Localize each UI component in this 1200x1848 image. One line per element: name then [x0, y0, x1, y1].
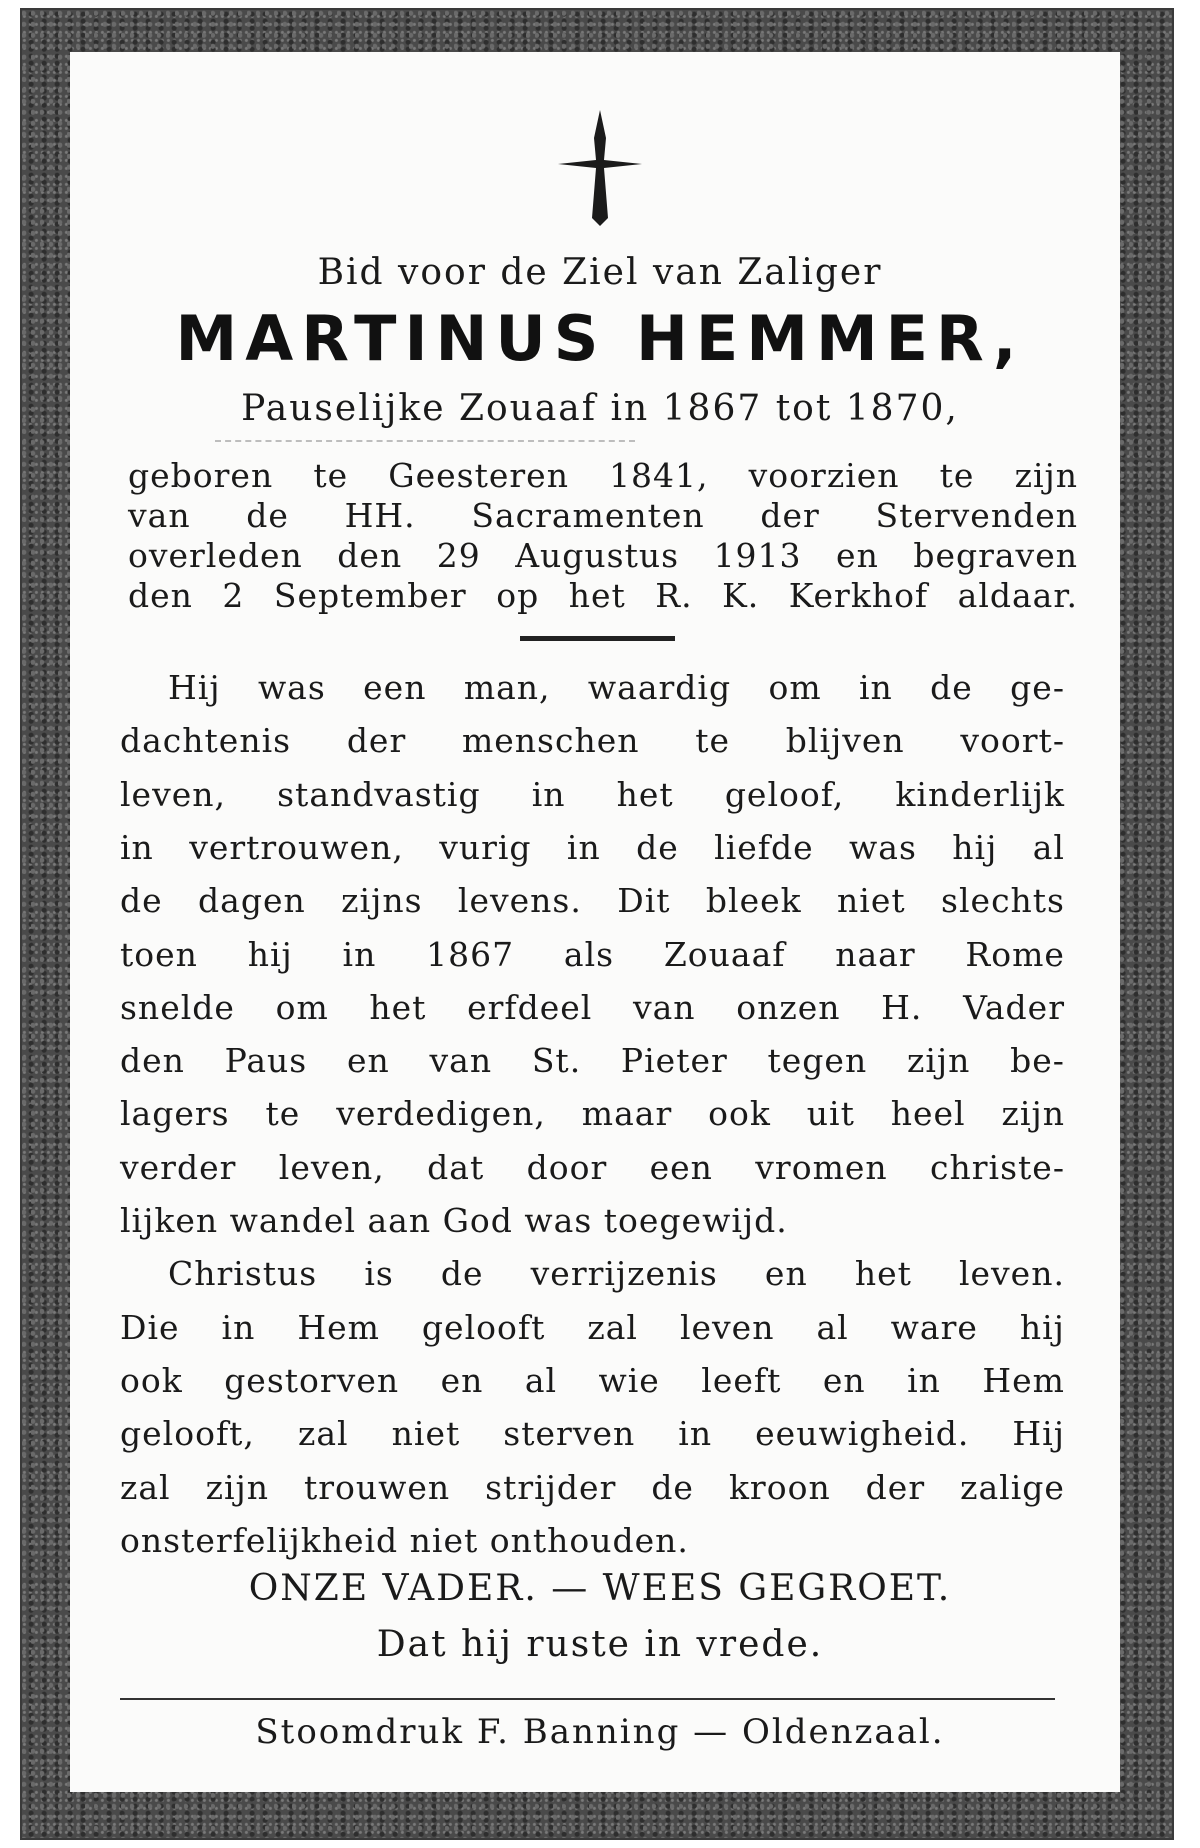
body-line: Hij was een man, waardig om in de ge- — [168, 668, 1065, 707]
body-line: de dagen zijns levens. Dit bleek niet slechts — [120, 881, 1065, 920]
body-line: dachtenis der menschen te blijven voort- — [120, 721, 1065, 760]
prayer-text: ONZE VADER. — WEES GEGROET. — [248, 1568, 952, 1609]
bottom-divider — [120, 1698, 1055, 1700]
body-line: zal zijn trouwen strijder de kroon der zalige — [120, 1468, 1065, 1507]
body-line: leven, standvastig in het geloof, kinderlijk — [120, 775, 1065, 814]
short-divider — [520, 636, 675, 641]
rest-text: Dat hij ruste in vrede. — [376, 1624, 824, 1665]
body-line: den Paus en van St. Pieter tegen zijn be- — [120, 1041, 1065, 1080]
body-line: snelde om het erfdeel van onzen H. Vader — [120, 988, 1065, 1027]
cross-icon — [550, 108, 650, 228]
body-line: verder leven, dat door een vromen christe- — [120, 1148, 1065, 1187]
intro-text: Bid voor de Ziel van Zaliger — [317, 252, 883, 293]
body-line: lijken wandel aan God was toegewijd. — [120, 1201, 788, 1240]
faint-divider — [215, 440, 635, 442]
body-line: in vertrouwen, vurig in de liefde was hij al — [120, 828, 1065, 867]
body-line: onsterfelijkheid niet onthouden. — [120, 1521, 689, 1560]
body-line: Christus is de verrijzenis en het leven. — [168, 1254, 1065, 1293]
body-line: lagers te verdedigen, maar ook uit heel zijn — [120, 1094, 1065, 1133]
deceased-name: MARTINUS HEMMER, — [175, 302, 1025, 375]
body-line: toen hij in 1867 als Zouaaf naar Rome — [120, 935, 1065, 974]
body-line: gelooft, zal niet sterven in eeuwigheid. Hij — [120, 1414, 1065, 1453]
bio-line: den 2 September op het R. K. Kerkhof aldaar. — [128, 576, 1078, 615]
bio-line: overleden den 29 Augustus 1913 en begraven — [128, 536, 1078, 575]
body-line: Die in Hem gelooft zal leven al ware hij — [120, 1308, 1065, 1347]
printer-text: Stoomdruk F. Banning — Oldenzaal. — [255, 1712, 945, 1752]
role-text: Pauselijke Zouaaf in 1867 tot 1870, — [241, 388, 959, 429]
bio-line: geboren te Geesteren 1841, voorzien te zijn — [128, 456, 1078, 495]
bio-line: van de HH. Sacramenten der Stervenden — [128, 496, 1078, 535]
body-line: ook gestorven en al wie leeft en in Hem — [120, 1361, 1065, 1400]
